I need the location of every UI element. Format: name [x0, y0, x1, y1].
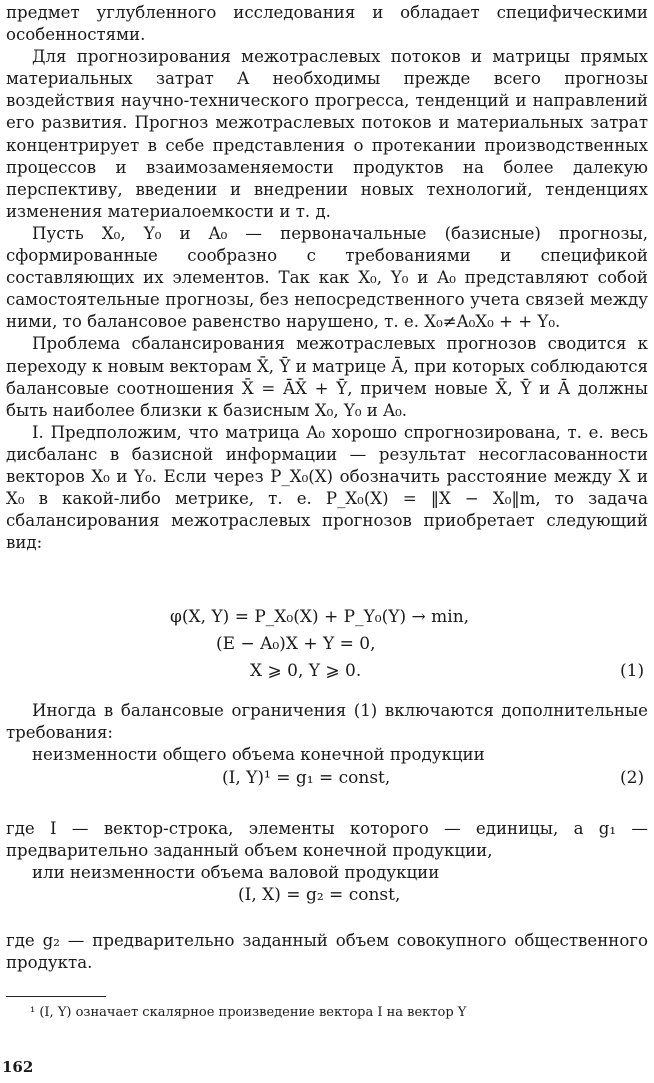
text-block-lower [6, 818, 648, 884]
text-block-middle [6, 700, 648, 766]
paragraph-9: или неизменности объема валовой продукции [32, 863, 440, 883]
footnote-rule [6, 996, 106, 997]
paragraph-6: Иногда в балансовые ограничения (1) включаются дополнительные требования: [6, 701, 648, 743]
paragraph-2: Для прогнозирования межотраслевых потоков и матрицы прямых материальных затрат A необходимы прежде всего прогнозы воздействия научно-технического прогресса, тенденций и направлений его развития. Прогноз межотраслевых потоков и материальных затрат концентрирует в себе представления о протекании производственных процессов и взаимозаменяемости продуктов на более далекую перспективу, введении и внедрении новых технологий, тенденциях изменения материалоемкости и т. д. [6, 47, 648, 221]
paragraph-8: где I — вектор-строка, элементы которого — единицы, а g₁ — предварительно заданный объем конечной продукции, [6, 819, 648, 861]
paragraph-7: неизменности общего объема конечной продукции [32, 745, 485, 765]
text-block-top [6, 2, 648, 554]
paragraph-10: где g₂ — предварительно заданный объем совокупного общественного продукта. [6, 931, 648, 973]
equation-2-number: (2) [620, 768, 645, 788]
paragraph-4: Проблема сбалансирования межотраслевых прогнозов сводится к переходу к новым векторам X̄, Ȳ и матрице Ā, при которых соблюдаются балансовые соотношения X̄ = ĀX̄ + Ȳ, причем новые X̄, Ȳ и Ā должны быть наиболее близки к базисным X₀, Y₀ и A₀. [6, 334, 648, 420]
paragraph-3: Пусть X₀, Y₀ и A₀ — первоначальные (базисные) прогнозы, сформированные сообразно с требованиями и спецификой составляющих их элементов. Так как X₀, Y₀ и A₀ представляют собой самостоятельные прогнозы, без непосредственного учета связей между ними, то балансовое равенство нарушено, т. е. X₀≠A₀X₀ + + Y₀. [6, 223, 648, 332]
equation-1-line-3: X ⩾ 0, Y ⩾ 0. [250, 661, 362, 681]
text-block-bottom [6, 930, 648, 974]
paragraph-1: предмет углубленного исследования и обладает специфическими особенностями. [6, 3, 648, 45]
equation-1-line-2: (E − A₀)X + Y = 0, [216, 634, 376, 654]
page-number: 162 [2, 1058, 34, 1076]
equation-3: (I, X) = g₂ = const, [238, 885, 401, 905]
paragraph-5: I. Предположим, что матрица A₀ хорошо спрогнозирована, т. е. весь дисбаланс в базисной информации — результат несогласованности векторов X₀ и Y₀. Если через P_X₀(X) обозначить расстояние между X и X₀ в какой-либо метрике, т. е. P_X₀(X) = ‖X − X₀‖m, то задача сбалансирования межотраслевых прогнозов приобретает следующий вид: [6, 422, 648, 553]
equation-1-line-1: φ(X, Y) = P_X₀(X) + P_Y₀(Y) → min, [170, 607, 470, 627]
equation-1-number: (1) [620, 661, 645, 681]
footnote: ¹ (I, Y) означает скалярное произведение вектора I на вектор Y [30, 1005, 467, 1020]
equation-2: (I, Y)¹ = g₁ = const, [222, 768, 391, 788]
